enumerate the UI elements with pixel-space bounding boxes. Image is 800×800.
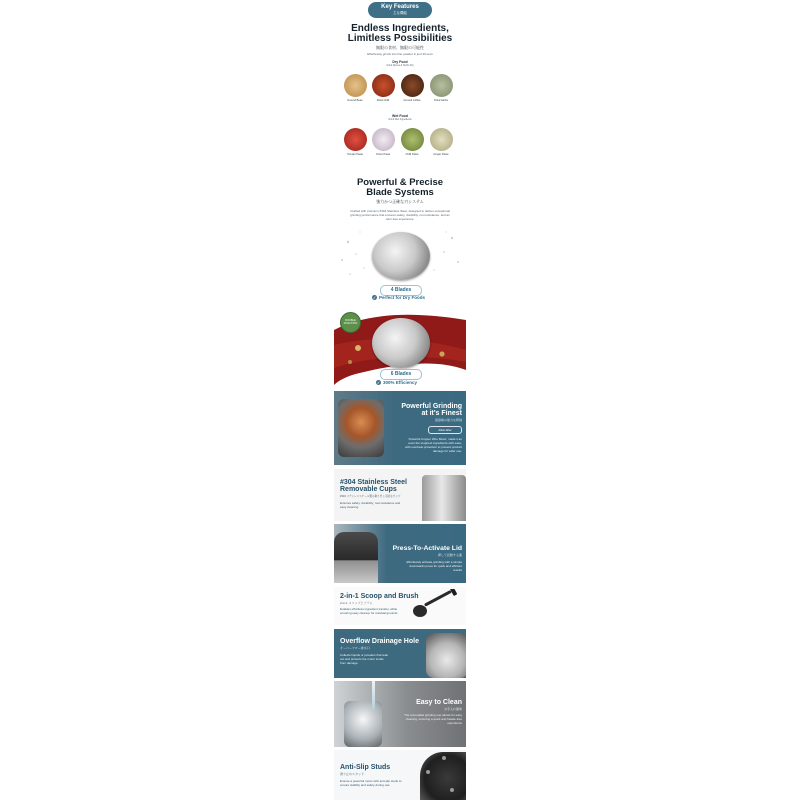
wet-food-onion-paste-image: [372, 128, 395, 151]
scoop-panel: [334, 587, 466, 625]
drain-hole-image: [426, 633, 466, 678]
motor-title-jp: 最高峰の強力な研削: [434, 418, 462, 422]
product-feature-column: [334, 0, 466, 800]
dry-food-label-4: Dried Herbs: [434, 99, 448, 102]
cups-panel: [334, 469, 466, 521]
motor-chip: Allow After: [428, 426, 462, 434]
scoop-title: 2-in-1 Scoop and Brush: [340, 593, 419, 600]
wet-food-title: Wet Food: [392, 114, 408, 118]
drain-title-jp: オーバーフロー排水口: [340, 646, 370, 650]
four-blades-feature-text: Perfect for Dry Foods: [379, 295, 426, 300]
six-blades-feature-text: 300% Efficiency: [383, 380, 418, 385]
dry-food-label-3: Ground Coffee: [403, 99, 421, 102]
motor-title-line2: at it's Finest: [421, 410, 462, 417]
four-blades-badge: 4 Blades: [380, 285, 422, 296]
dry-food-ground-coffee-image: [401, 74, 424, 97]
motor-panel: [334, 391, 466, 465]
motor-image: [338, 399, 384, 457]
grinder-lid-image: [334, 532, 378, 583]
lid-title-jp: 押して起動する蓋: [437, 553, 462, 557]
scoop-text: Enables effortless ingredient transfer, while ensuring easy cleanup for residual grounds: [340, 607, 398, 615]
dry-food-subtitle: Grind Spices & Herbs Dry: [386, 64, 414, 67]
four-blade-image: [372, 232, 430, 280]
studs-text: Ensure a powerful motor with anti-slip studs to ensure stability and safety during use: [340, 779, 402, 787]
six-blades-feature: [376, 380, 417, 385]
four-blades-feature: [372, 295, 425, 300]
lid-text: Effortlessly activate grinding with a simple downwards press for quick and efficient results: [406, 560, 462, 572]
studs-title-jp: 滑り止めスタッド: [340, 772, 365, 776]
wet-food-subtitle: Grind Wet Ingredients: [388, 118, 412, 121]
lid-title: Press-To-Activate Lid: [392, 545, 462, 552]
wet-food-ginger-paste-image: [430, 128, 453, 151]
wet-food-label-2: Onion Paste: [375, 153, 391, 156]
scoop-brush-image: [400, 589, 464, 625]
studs-title: Anti-Slip Studs: [340, 764, 391, 771]
check-icon: ✓: [372, 295, 377, 300]
clean-panel: [334, 681, 466, 747]
motor-title-line1: Powerful Grinding: [401, 403, 462, 410]
wet-food-label-1: Tomato Paste: [347, 153, 363, 156]
cups-text: Ensures safety, durability, rust resistance and easy cleaning: [340, 501, 401, 509]
dry-food-ground-bean-image: [344, 74, 367, 97]
water-stream-image: [372, 681, 375, 709]
scoop-title-jp: 2-in-1 スコップとブラシ: [340, 601, 373, 605]
stud-icon: [442, 756, 446, 760]
drain-text: Collects liquids or powders that leak out and protects the motor inside from damage: [340, 653, 388, 665]
key-features-badge: [368, 2, 432, 18]
ingredients-title-jp: 無限の食材、無限の可能性: [376, 45, 424, 50]
ingredients-title-line2: Limitless Possibilities: [347, 33, 453, 44]
clean-text: The removable grinding cup allows for easy cleaning, ensuring a quick and hassle-free experience: [404, 713, 462, 725]
blades-title-line1: Powerful & Precise: [356, 177, 444, 188]
wet-food-chilli-paste-image: [401, 128, 424, 151]
washing-cup-image: [344, 701, 382, 747]
six-blades-badge: 6 Blades: [380, 369, 422, 380]
check-icon: ✓: [376, 380, 381, 385]
key-features-label: Key Features: [381, 4, 419, 10]
clean-title-jp: お手入れ簡単: [443, 707, 462, 711]
wet-food-label-4: Ginger Paste: [433, 153, 449, 156]
dry-food-label-1: Ground Bean: [347, 99, 363, 102]
ingredients-subtitle: Effortlessly grinds into fine powder in just 30 secs: [367, 52, 433, 56]
blades-description: Crafted with premium #304 Stainless Steel, designed to deliver exceptional grinding performance that ensures safety, durability, rust resistance, and an odor-free experience.: [350, 209, 450, 221]
blades-title-jp: 強力かつ正確な刃システム: [376, 199, 424, 204]
studs-panel: [334, 750, 466, 800]
lid-panel: [334, 524, 466, 583]
cups-title-jp: #304 ステンレススチール製の取り外し可能なカップ: [340, 495, 401, 498]
cups-title-line2: Removable Cups: [340, 486, 397, 493]
dry-food-dried-herbs-image: [430, 74, 453, 97]
wet-food-tomato-paste-image: [344, 128, 367, 151]
cups-title-line1: #304 Stainless Steel: [340, 479, 407, 486]
stud-icon: [426, 770, 430, 774]
double-function-badge: DOUBLE FUNCTION: [340, 312, 361, 333]
anti-slip-base-image: [420, 752, 466, 800]
drain-panel: [334, 629, 466, 678]
clean-title: Easy to Clean: [416, 699, 462, 706]
drain-title: Overflow Drainage Hole: [340, 638, 419, 645]
dry-food-title: Dry Food: [392, 60, 408, 64]
motor-text: Powerful Copper Wire Motor, made it an even the toughest ingredients with ease, with overheat protection to prevent product damage for safer use.: [405, 437, 462, 453]
dry-food-label-2: Dried Chilli: [376, 99, 390, 102]
six-blade-image: [372, 318, 430, 368]
stainless-cup-image: [422, 475, 466, 521]
dry-food-dried-chilli-image: [372, 74, 395, 97]
wet-food-label-3: Chilli Paste: [405, 153, 419, 156]
blades-title-line2: Blade Systems: [366, 187, 434, 198]
ingredients-title-line1: Endless Ingredients,: [351, 23, 449, 34]
key-features-label-jp: 主な機能: [393, 11, 407, 15]
stud-icon: [450, 788, 454, 792]
